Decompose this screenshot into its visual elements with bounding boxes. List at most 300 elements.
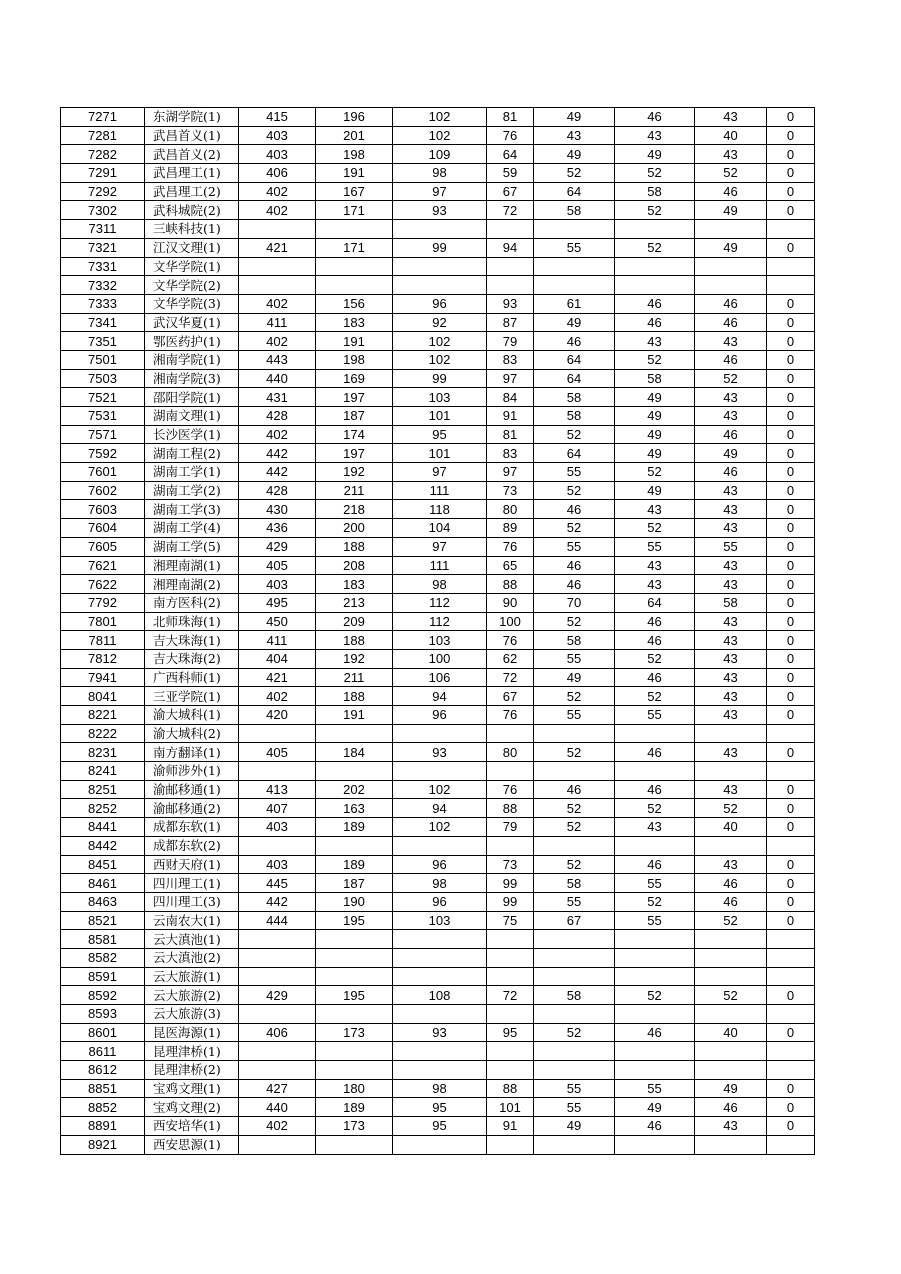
col8-cell (615, 967, 695, 986)
col8-cell: 55 (615, 537, 695, 556)
col10-cell: 0 (767, 593, 815, 612)
total-score-cell: 427 (239, 1079, 316, 1098)
col4-cell: 198 (316, 145, 393, 164)
col6-cell: 87 (487, 313, 534, 332)
school-name-cell: 湖南工学(5) (145, 537, 239, 556)
col5-cell: 94 (393, 687, 487, 706)
col5-cell: 111 (393, 481, 487, 500)
col9-cell: 46 (695, 294, 767, 313)
col9-cell (695, 1005, 767, 1024)
code-cell: 7291 (61, 164, 145, 183)
col5-cell: 97 (393, 182, 487, 201)
col6-cell: 81 (487, 108, 534, 127)
school-name-cell: 云大旅游(3) (145, 1005, 239, 1024)
col6-cell (487, 1061, 534, 1080)
col4-cell (316, 1042, 393, 1061)
col4-cell: 195 (316, 911, 393, 930)
col10-cell: 0 (767, 874, 815, 893)
table-row (61, 575, 815, 594)
col4-cell: 195 (316, 986, 393, 1005)
col6-cell (487, 1005, 534, 1024)
total-score-cell: 405 (239, 556, 316, 575)
col4-cell (316, 1061, 393, 1080)
school-name-cell: 宝鸡文理(2) (145, 1098, 239, 1117)
code-cell: 8221 (61, 706, 145, 725)
total-score-cell: 406 (239, 164, 316, 183)
school-name-cell: 渝大城科(1) (145, 706, 239, 725)
code-cell: 8582 (61, 948, 145, 967)
col4-cell: 190 (316, 892, 393, 911)
col10-cell: 0 (767, 145, 815, 164)
col9-cell: 43 (695, 500, 767, 519)
table-row (61, 687, 815, 706)
col9-cell (695, 220, 767, 239)
col8-cell: 52 (615, 164, 695, 183)
school-name-cell: 吉大珠海(1) (145, 631, 239, 650)
school-name-cell: 湖南工学(4) (145, 519, 239, 538)
total-score-cell: 415 (239, 108, 316, 127)
col8-cell: 49 (615, 444, 695, 463)
col5-cell (393, 948, 487, 967)
code-cell: 7351 (61, 332, 145, 351)
col9-cell (695, 762, 767, 781)
col9-cell (695, 1042, 767, 1061)
code-cell: 8891 (61, 1117, 145, 1136)
col9-cell: 49 (695, 201, 767, 220)
col4-cell: 187 (316, 874, 393, 893)
col9-cell: 43 (695, 687, 767, 706)
table-row (61, 930, 815, 949)
col4-cell: 174 (316, 425, 393, 444)
school-name-cell: 云大滇池(2) (145, 948, 239, 967)
col8-cell: 55 (615, 706, 695, 725)
col7-cell (534, 762, 615, 781)
table-row (61, 407, 815, 426)
code-cell: 8441 (61, 818, 145, 837)
col7-cell (534, 220, 615, 239)
col4-cell (316, 257, 393, 276)
col9-cell: 52 (695, 164, 767, 183)
total-score-cell: 405 (239, 743, 316, 762)
col4-cell (316, 930, 393, 949)
col7-cell: 46 (534, 780, 615, 799)
col10-cell: 0 (767, 407, 815, 426)
col8-cell (615, 948, 695, 967)
col4-cell: 197 (316, 388, 393, 407)
col5-cell: 102 (393, 126, 487, 145)
col8-cell: 49 (615, 145, 695, 164)
col6-cell (487, 1042, 534, 1061)
school-name-cell: 湘理南湖(2) (145, 575, 239, 594)
col7-cell: 55 (534, 1098, 615, 1117)
table-row (61, 164, 815, 183)
school-name-cell: 云大旅游(2) (145, 986, 239, 1005)
col10-cell: 0 (767, 575, 815, 594)
total-score-cell: 402 (239, 687, 316, 706)
col7-cell: 58 (534, 986, 615, 1005)
table-row (61, 332, 815, 351)
col7-cell: 52 (534, 481, 615, 500)
col10-cell: 0 (767, 911, 815, 930)
school-name-cell: 南方医科(2) (145, 593, 239, 612)
col6-cell: 65 (487, 556, 534, 575)
school-name-cell: 昆理津桥(2) (145, 1061, 239, 1080)
col5-cell: 94 (393, 799, 487, 818)
table-row (61, 892, 815, 911)
total-score-cell: 403 (239, 855, 316, 874)
col10-cell (767, 1005, 815, 1024)
col10-cell (767, 724, 815, 743)
col4-cell: 198 (316, 350, 393, 369)
col6-cell: 91 (487, 1117, 534, 1136)
col10-cell (767, 948, 815, 967)
col5-cell: 102 (393, 780, 487, 799)
col10-cell: 0 (767, 444, 815, 463)
code-cell: 7292 (61, 182, 145, 201)
col5-cell: 97 (393, 537, 487, 556)
total-score-cell: 442 (239, 463, 316, 482)
col6-cell: 72 (487, 201, 534, 220)
col4-cell: 173 (316, 1117, 393, 1136)
col8-cell: 49 (615, 425, 695, 444)
col5-cell: 102 (393, 108, 487, 127)
col7-cell: 55 (534, 1079, 615, 1098)
col8-cell: 49 (615, 388, 695, 407)
code-cell: 8591 (61, 967, 145, 986)
total-score-cell: 429 (239, 986, 316, 1005)
col8-cell (615, 724, 695, 743)
table-row (61, 967, 815, 986)
table-row (61, 799, 815, 818)
code-cell: 7531 (61, 407, 145, 426)
col5-cell: 98 (393, 1079, 487, 1098)
col10-cell: 0 (767, 668, 815, 687)
school-name-cell: 文华学院(3) (145, 294, 239, 313)
col10-cell: 0 (767, 388, 815, 407)
col5-cell: 118 (393, 500, 487, 519)
table-row (61, 649, 815, 668)
school-name-cell: 吉大珠海(2) (145, 649, 239, 668)
col5-cell: 92 (393, 313, 487, 332)
col5-cell: 98 (393, 874, 487, 893)
col9-cell: 43 (695, 519, 767, 538)
col6-cell: 83 (487, 350, 534, 369)
school-name-cell: 文华学院(1) (145, 257, 239, 276)
table-row (61, 350, 815, 369)
table-row (61, 631, 815, 650)
school-name-cell: 成都东软(2) (145, 836, 239, 855)
col4-cell: 163 (316, 799, 393, 818)
col10-cell: 0 (767, 743, 815, 762)
col9-cell: 46 (695, 182, 767, 201)
col7-cell (534, 724, 615, 743)
total-score-cell: 442 (239, 444, 316, 463)
table-row (61, 762, 815, 781)
school-name-cell: 东湖学院(1) (145, 108, 239, 127)
col9-cell: 46 (695, 892, 767, 911)
col8-cell: 52 (615, 892, 695, 911)
col6-cell: 62 (487, 649, 534, 668)
col7-cell: 52 (534, 818, 615, 837)
col8-cell: 55 (615, 911, 695, 930)
school-name-cell: 西财天府(1) (145, 855, 239, 874)
col8-cell (615, 1061, 695, 1080)
table-row (61, 220, 815, 239)
col5-cell: 103 (393, 631, 487, 650)
col8-cell: 43 (615, 575, 695, 594)
school-name-cell: 湖南工学(1) (145, 463, 239, 482)
col4-cell: 183 (316, 575, 393, 594)
col8-cell: 52 (615, 649, 695, 668)
col9-cell (695, 1061, 767, 1080)
col4-cell: 188 (316, 687, 393, 706)
col7-cell: 52 (534, 743, 615, 762)
col9-cell: 43 (695, 612, 767, 631)
col7-cell: 52 (534, 1023, 615, 1042)
col9-cell: 40 (695, 126, 767, 145)
total-score-cell: 440 (239, 1098, 316, 1117)
col7-cell: 55 (534, 892, 615, 911)
col7-cell: 58 (534, 407, 615, 426)
col7-cell: 64 (534, 444, 615, 463)
col7-cell (534, 276, 615, 295)
col5-cell: 99 (393, 369, 487, 388)
col9-cell: 58 (695, 593, 767, 612)
total-score-cell (239, 948, 316, 967)
col6-cell: 64 (487, 145, 534, 164)
col9-cell: 43 (695, 1117, 767, 1136)
col10-cell: 0 (767, 108, 815, 127)
school-name-cell: 武昌首义(1) (145, 126, 239, 145)
col4-cell: 189 (316, 818, 393, 837)
col5-cell (393, 930, 487, 949)
col7-cell (534, 1005, 615, 1024)
col6-cell (487, 276, 534, 295)
table-row (61, 519, 815, 538)
col6-cell: 90 (487, 593, 534, 612)
col5-cell: 112 (393, 593, 487, 612)
col4-cell: 197 (316, 444, 393, 463)
col5-cell: 103 (393, 388, 487, 407)
code-cell: 7603 (61, 500, 145, 519)
code-cell: 8852 (61, 1098, 145, 1117)
col4-cell (316, 967, 393, 986)
col9-cell: 52 (695, 799, 767, 818)
school-name-cell: 西安思源(1) (145, 1135, 239, 1154)
col10-cell: 0 (767, 537, 815, 556)
col9-cell: 49 (695, 444, 767, 463)
col8-cell: 46 (615, 313, 695, 332)
table-row (61, 1098, 815, 1117)
col9-cell (695, 257, 767, 276)
table-row (61, 1135, 815, 1154)
col5-cell: 96 (393, 294, 487, 313)
col5-cell: 101 (393, 407, 487, 426)
code-cell: 7311 (61, 220, 145, 239)
col10-cell: 0 (767, 201, 815, 220)
col7-cell: 43 (534, 126, 615, 145)
col6-cell: 99 (487, 874, 534, 893)
col8-cell (615, 1135, 695, 1154)
col9-cell: 46 (695, 350, 767, 369)
col5-cell: 95 (393, 1117, 487, 1136)
col4-cell: 187 (316, 407, 393, 426)
col8-cell (615, 257, 695, 276)
col8-cell (615, 220, 695, 239)
col8-cell (615, 1042, 695, 1061)
col7-cell (534, 948, 615, 967)
col4-cell (316, 1005, 393, 1024)
school-name-cell: 渝邮移通(1) (145, 780, 239, 799)
col4-cell (316, 276, 393, 295)
total-score-cell: 402 (239, 425, 316, 444)
col9-cell: 46 (695, 874, 767, 893)
col5-cell (393, 967, 487, 986)
total-score-cell: 428 (239, 481, 316, 500)
col9-cell: 43 (695, 145, 767, 164)
table-row (61, 1117, 815, 1136)
col5-cell: 95 (393, 425, 487, 444)
total-score-cell: 411 (239, 313, 316, 332)
code-cell: 8601 (61, 1023, 145, 1042)
table-row (61, 556, 815, 575)
col10-cell: 0 (767, 164, 815, 183)
col5-cell: 93 (393, 743, 487, 762)
table-row (61, 874, 815, 893)
col8-cell: 52 (615, 463, 695, 482)
col9-cell: 43 (695, 556, 767, 575)
col10-cell (767, 220, 815, 239)
col9-cell: 52 (695, 369, 767, 388)
school-name-cell: 武昌理工(2) (145, 182, 239, 201)
code-cell: 7592 (61, 444, 145, 463)
col4-cell: 201 (316, 126, 393, 145)
school-name-cell: 西安培华(1) (145, 1117, 239, 1136)
col5-cell (393, 1061, 487, 1080)
code-cell: 7331 (61, 257, 145, 276)
col10-cell: 0 (767, 706, 815, 725)
col4-cell: 191 (316, 332, 393, 351)
code-cell: 7622 (61, 575, 145, 594)
code-cell: 8592 (61, 986, 145, 1005)
col6-cell: 67 (487, 182, 534, 201)
total-score-cell: 436 (239, 519, 316, 538)
school-name-cell: 鄂医药护(1) (145, 332, 239, 351)
table-row (61, 294, 815, 313)
table-row (61, 593, 815, 612)
col6-cell: 101 (487, 1098, 534, 1117)
col9-cell: 43 (695, 668, 767, 687)
school-name-cell: 文华学院(2) (145, 276, 239, 295)
code-cell: 8251 (61, 780, 145, 799)
total-score-cell: 402 (239, 294, 316, 313)
col6-cell: 73 (487, 855, 534, 874)
total-score-cell: 431 (239, 388, 316, 407)
col5-cell (393, 276, 487, 295)
col10-cell: 0 (767, 238, 815, 257)
school-name-cell: 邵阳学院(1) (145, 388, 239, 407)
col8-cell: 55 (615, 874, 695, 893)
col6-cell: 59 (487, 164, 534, 183)
school-name-cell: 江汉文理(1) (145, 238, 239, 257)
col6-cell: 76 (487, 706, 534, 725)
school-name-cell: 湖南文理(1) (145, 407, 239, 426)
col8-cell: 46 (615, 855, 695, 874)
col5-cell: 112 (393, 612, 487, 631)
col6-cell: 93 (487, 294, 534, 313)
code-cell: 8451 (61, 855, 145, 874)
col4-cell: 188 (316, 537, 393, 556)
col7-cell: 52 (534, 164, 615, 183)
total-score-cell: 403 (239, 145, 316, 164)
total-score-cell: 413 (239, 780, 316, 799)
table-row (61, 1079, 815, 1098)
total-score-cell: 444 (239, 911, 316, 930)
code-cell: 7501 (61, 350, 145, 369)
col7-cell: 49 (534, 313, 615, 332)
col5-cell: 100 (393, 649, 487, 668)
col9-cell: 43 (695, 706, 767, 725)
col10-cell (767, 1042, 815, 1061)
col7-cell: 46 (534, 556, 615, 575)
table-row (61, 238, 815, 257)
col6-cell: 72 (487, 668, 534, 687)
col5-cell: 96 (393, 892, 487, 911)
col8-cell (615, 836, 695, 855)
col8-cell: 52 (615, 350, 695, 369)
school-name-cell: 渝邮移通(2) (145, 799, 239, 818)
total-score-cell (239, 1061, 316, 1080)
code-cell: 8581 (61, 930, 145, 949)
col4-cell: 218 (316, 500, 393, 519)
col4-cell: 171 (316, 238, 393, 257)
col10-cell: 0 (767, 855, 815, 874)
total-score-cell: 402 (239, 201, 316, 220)
table-row (61, 313, 815, 332)
col4-cell: 167 (316, 182, 393, 201)
col10-cell: 0 (767, 481, 815, 500)
school-name-cell: 三亚学院(1) (145, 687, 239, 706)
code-cell: 7604 (61, 519, 145, 538)
col4-cell (316, 220, 393, 239)
col10-cell: 0 (767, 126, 815, 145)
col8-cell: 52 (615, 799, 695, 818)
col5-cell (393, 836, 487, 855)
code-cell: 8442 (61, 836, 145, 855)
total-score-cell: 495 (239, 593, 316, 612)
code-cell: 7621 (61, 556, 145, 575)
col8-cell: 43 (615, 556, 695, 575)
col7-cell: 52 (534, 612, 615, 631)
table-row (61, 743, 815, 762)
col6-cell: 75 (487, 911, 534, 930)
table-row (61, 836, 815, 855)
col7-cell: 49 (534, 668, 615, 687)
school-name-cell: 湖南工程(2) (145, 444, 239, 463)
table-row (61, 276, 815, 295)
table-row (61, 780, 815, 799)
school-name-cell: 成都东软(1) (145, 818, 239, 837)
total-score-cell: 403 (239, 126, 316, 145)
school-name-cell: 湖南工学(2) (145, 481, 239, 500)
col6-cell: 97 (487, 463, 534, 482)
col10-cell: 0 (767, 425, 815, 444)
code-cell: 8593 (61, 1005, 145, 1024)
total-score-cell (239, 276, 316, 295)
school-name-cell: 三峡科技(1) (145, 220, 239, 239)
col8-cell: 43 (615, 500, 695, 519)
total-score-cell: 402 (239, 182, 316, 201)
